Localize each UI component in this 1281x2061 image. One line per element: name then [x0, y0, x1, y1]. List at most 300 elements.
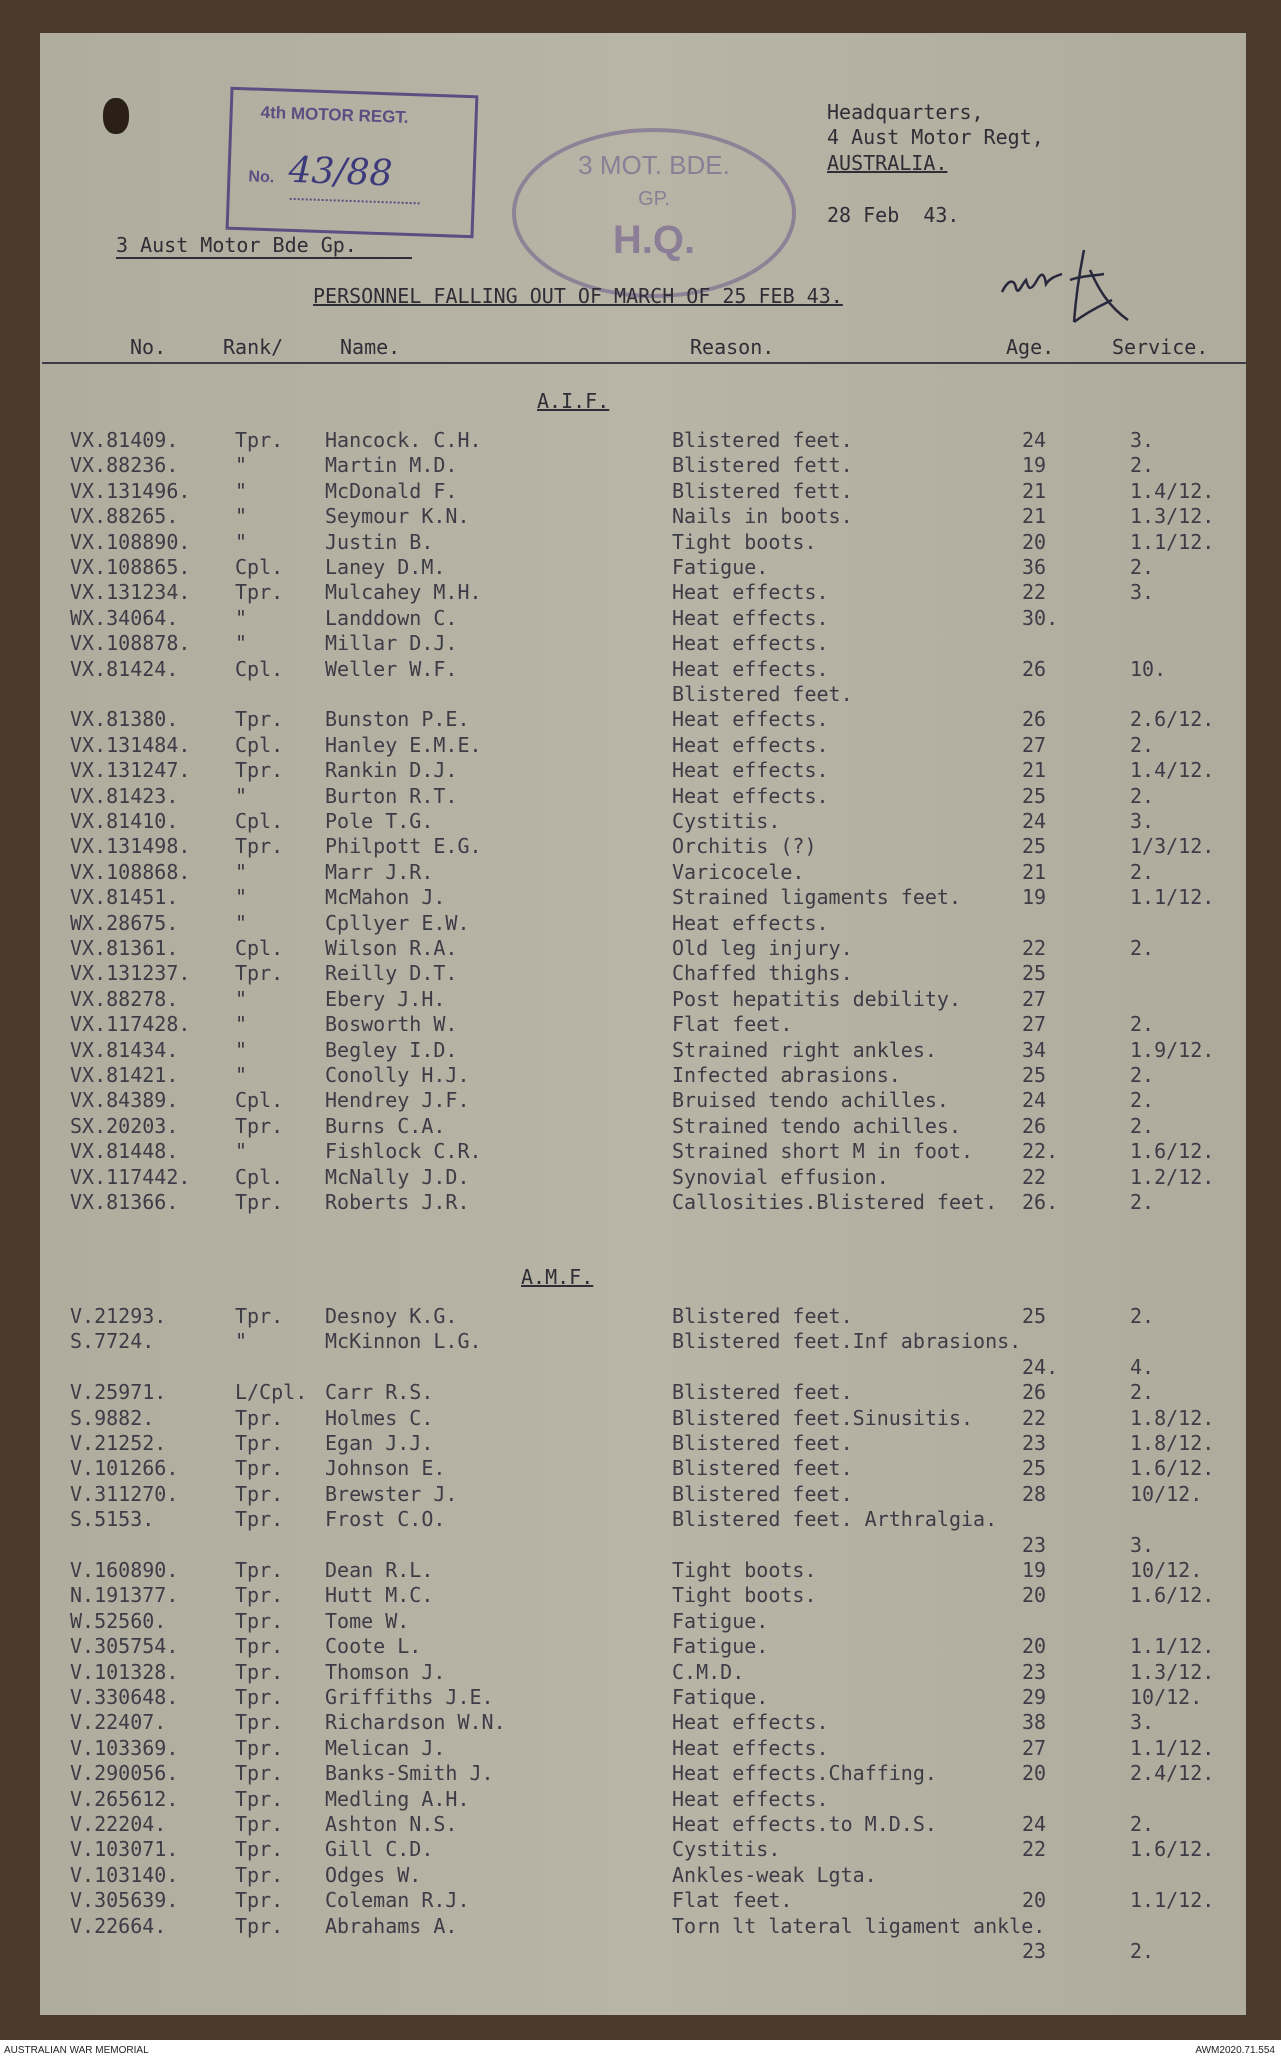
header-rule	[42, 362, 1246, 364]
addressee: 3 Aust Motor Bde Gp.	[116, 233, 357, 257]
cell-service-number: V.22204.	[70, 1812, 167, 1836]
cell-service-years: 3.	[1130, 428, 1155, 452]
cell-service-number: VX.81448.	[70, 1139, 179, 1163]
cell-rank: Tpr.	[235, 961, 284, 985]
cell-service-years: 1.9/12.	[1130, 1038, 1215, 1062]
cell-service-number: VX.81424.	[70, 657, 179, 681]
cell-age: 19	[1022, 885, 1047, 909]
cell-reason: Infected abrasions.	[672, 1063, 901, 1087]
cell-service-years: 1.6/12.	[1130, 1139, 1215, 1163]
cell-service-number: W.52560.	[70, 1609, 167, 1633]
column-header-no: No.	[130, 335, 167, 359]
cell-soldier-name: Melican J.	[325, 1736, 446, 1760]
cell-reason: Blistered feet.	[672, 1482, 853, 1506]
cell-age: 22.	[1022, 1139, 1059, 1163]
cell-rank: "	[235, 784, 248, 808]
cell-soldier-name: Richardson W.N.	[325, 1710, 506, 1734]
cell-service-number: VX.84389.	[70, 1088, 179, 1112]
cell-service-number: V.22664.	[70, 1914, 167, 1938]
cell-service-number: V.101266.	[70, 1456, 179, 1480]
cell-service-years: 2.	[1130, 1063, 1155, 1087]
regt-stamp-dotted-line	[290, 198, 420, 205]
cell-age: 27	[1022, 733, 1047, 757]
cell-reason: Heat effects.	[672, 606, 829, 630]
cell-reason: Cystitis.	[672, 1837, 781, 1861]
cell-soldier-name: Hendrey J.F.	[325, 1088, 470, 1112]
cell-rank: Tpr.	[235, 1863, 284, 1887]
cell-soldier-name: Thomson J.	[325, 1660, 446, 1684]
cell-reason: Blistered feet. Arthralgia.	[672, 1507, 998, 1531]
cell-service-years: 2.	[1130, 555, 1155, 579]
cell-age: 34	[1022, 1038, 1047, 1062]
cell-service-years: 1.3/12.	[1130, 1660, 1215, 1684]
cell-soldier-name: Philpott E.G.	[325, 834, 482, 858]
cell-age: 22	[1022, 1165, 1047, 1189]
address-line-3: AUSTRALIA.	[827, 151, 948, 175]
cell-soldier-name: Reilly D.T.	[325, 961, 458, 985]
cell-service-years: 1.8/12.	[1130, 1406, 1215, 1430]
cell-service-years: 3.	[1130, 1533, 1155, 1557]
cell-soldier-name: Frost C.O.	[325, 1507, 446, 1531]
cell-service-number: WX.28675.	[70, 911, 179, 935]
cell-rank: Tpr.	[235, 1456, 284, 1480]
cell-service-number: V.22407.	[70, 1710, 167, 1734]
cell-service-number: VX.81380.	[70, 707, 179, 731]
cell-soldier-name: Desnoy K.G.	[325, 1304, 458, 1328]
cell-reason: Blistered feet.	[672, 1304, 853, 1328]
cell-service-years: 2.	[1130, 1190, 1155, 1214]
cell-reason: Blistered fett.	[672, 453, 853, 477]
cell-service-number: VX.81421.	[70, 1063, 179, 1087]
cell-service-number: V.290056.	[70, 1761, 179, 1785]
cell-reason: Heat effects.	[672, 1710, 829, 1734]
cell-rank: "	[235, 885, 248, 909]
cell-soldier-name: Banks-Smith J.	[325, 1761, 494, 1785]
cell-reason: Cystitis.	[672, 809, 781, 833]
cell-service-years: 2.	[1130, 1012, 1155, 1036]
cell-soldier-name: Bosworth W.	[325, 1012, 458, 1036]
punch-hole	[103, 98, 129, 134]
cell-age: 38	[1022, 1710, 1047, 1734]
cell-service-number: SX.20203.	[70, 1114, 179, 1138]
cell-age: 25	[1022, 961, 1047, 985]
cell-age: 21	[1022, 479, 1047, 503]
cell-rank: Tpr.	[235, 1914, 284, 1938]
cell-age: 26	[1022, 1114, 1047, 1138]
cell-rank: "	[235, 631, 248, 655]
cell-reason: Heat effects.to M.D.S.	[672, 1812, 937, 1836]
cell-reason: Tight boots.	[672, 1558, 817, 1582]
cell-service-years: 10/12.	[1130, 1558, 1203, 1582]
cell-age: 25	[1022, 784, 1047, 808]
cell-service-number: VX.81423.	[70, 784, 179, 808]
cell-age: 21	[1022, 860, 1047, 884]
cell-rank: Cpl.	[235, 809, 284, 833]
cell-service-years: 10/12.	[1130, 1685, 1203, 1709]
cell-rank: Tpr.	[235, 428, 284, 452]
brigade-hq-stamp	[512, 128, 796, 298]
cell-service-number: VX.88265.	[70, 504, 179, 528]
cell-soldier-name: Brewster J.	[325, 1482, 458, 1506]
cell-service-years: 2.	[1130, 1380, 1155, 1404]
cell-reason: Heat effects.	[672, 733, 829, 757]
address-line-2: 4 Aust Motor Regt,	[827, 125, 1044, 149]
cell-service-number: VX.117428.	[70, 1012, 191, 1036]
column-header-rank: Rank/	[223, 335, 284, 359]
cell-age: 23	[1022, 1939, 1047, 1963]
cell-rank: "	[235, 479, 248, 503]
cell-service-number: VX.131237.	[70, 961, 191, 985]
cell-reason: Synovial effusion.	[672, 1165, 889, 1189]
cell-rank: Tpr.	[235, 758, 284, 782]
cell-service-number: VX.131496.	[70, 479, 191, 503]
cell-reason: Blistered feet.	[672, 682, 853, 706]
column-header-name: Name.	[340, 335, 401, 359]
cell-rank: Tpr.	[235, 1583, 284, 1607]
regt-stamp-title: 4th MOTOR REGT.	[260, 102, 409, 127]
cell-soldier-name: McNally J.D.	[325, 1165, 470, 1189]
cell-reason: C.M.D.	[672, 1660, 745, 1684]
cell-reason: Blistered feet.	[672, 1380, 853, 1404]
cell-service-years: 2.4/12.	[1130, 1761, 1215, 1785]
cell-age: 20	[1022, 1634, 1047, 1658]
cell-rank: Tpr.	[235, 1685, 284, 1709]
cell-soldier-name: Egan J.J.	[325, 1431, 434, 1455]
cell-service-years: 1.2/12.	[1130, 1165, 1215, 1189]
cell-rank: "	[235, 1139, 248, 1163]
cell-reason: Strained short M in foot.	[672, 1139, 974, 1163]
cell-age: 23	[1022, 1533, 1047, 1557]
cell-service-number: V.311270.	[70, 1482, 179, 1506]
cell-reason: Strained ligaments feet.	[672, 885, 961, 909]
cell-soldier-name: Rankin D.J.	[325, 758, 458, 782]
cell-service-number: VX.81409.	[70, 428, 179, 452]
cell-rank: "	[235, 530, 248, 554]
cell-service-number: VX.131484.	[70, 733, 191, 757]
column-header-reason: Reason.	[690, 335, 775, 359]
cell-reason: Strained tendo achilles.	[672, 1114, 961, 1138]
cell-rank: Cpl.	[235, 1165, 284, 1189]
cell-rank: Tpr.	[235, 1304, 284, 1328]
cell-age: 19	[1022, 1558, 1047, 1582]
letter-date: 28 Feb 43.	[827, 203, 960, 227]
cell-age: 24	[1022, 428, 1047, 452]
cell-age: 25	[1022, 1304, 1047, 1328]
cell-reason: Heat effects.	[672, 707, 829, 731]
cell-rank: "	[235, 453, 248, 477]
cell-reason: Tight boots.	[672, 530, 817, 554]
cell-reason: Heat effects.	[672, 580, 829, 604]
cell-service-years: 1.6/12.	[1130, 1583, 1215, 1607]
cell-reason: Flat feet.	[672, 1888, 793, 1912]
cell-age: 26	[1022, 1380, 1047, 1404]
cell-service-years: 2.	[1130, 1812, 1155, 1836]
section-heading-aif: A.I.F.	[537, 389, 610, 413]
cell-soldier-name: Hancock. C.H.	[325, 428, 482, 452]
cell-reason: Blistered feet.Inf abrasions.	[672, 1329, 1022, 1353]
cell-service-years: 1.1/12.	[1130, 885, 1215, 909]
cell-rank: Tpr.	[235, 1482, 284, 1506]
cell-age: 25	[1022, 1456, 1047, 1480]
cell-service-number: S.9882.	[70, 1406, 155, 1430]
cell-reason: Nails in boots.	[672, 504, 853, 528]
cell-service-years: 3.	[1130, 809, 1155, 833]
cell-age: 20	[1022, 530, 1047, 554]
cell-service-number: V.25971.	[70, 1380, 167, 1404]
cell-service-number: VX.81366.	[70, 1190, 179, 1214]
cell-reason: Old leg injury.	[672, 936, 853, 960]
cell-service-years: 2.	[1130, 1939, 1155, 1963]
cell-rank: Cpl.	[235, 555, 284, 579]
cell-soldier-name: Abrahams A.	[325, 1914, 458, 1938]
cell-soldier-name: Dean R.L.	[325, 1558, 434, 1582]
cell-service-years: 4.	[1130, 1355, 1155, 1379]
document-title: PERSONNEL FALLING OUT OF MARCH OF 25 FEB 43.	[313, 284, 843, 308]
bde-stamp-line2: GP.	[638, 188, 670, 210]
cell-soldier-name: McDonald F.	[325, 479, 458, 503]
cell-service-number: V.160890.	[70, 1558, 179, 1582]
cell-age: 36	[1022, 555, 1047, 579]
cell-soldier-name: Hutt M.C.	[325, 1583, 434, 1607]
cell-rank: Tpr.	[235, 1812, 284, 1836]
cell-reason: Blistered feet.	[672, 428, 853, 452]
cell-reason: Flat feet.	[672, 1012, 793, 1036]
cell-age: 25	[1022, 834, 1047, 858]
section-heading-amf: A.M.F.	[521, 1265, 594, 1289]
cell-rank: Tpr.	[235, 1660, 284, 1684]
cell-soldier-name: Cpllyer E.W.	[325, 911, 470, 935]
cell-soldier-name: Roberts J.R.	[325, 1190, 470, 1214]
cell-rank: "	[235, 860, 248, 884]
cell-soldier-name: Weller W.F.	[325, 657, 458, 681]
cell-reason: Blistered feet.Sinusitis.	[672, 1406, 974, 1430]
cell-service-years: 1.1/12.	[1130, 1634, 1215, 1658]
cell-reason: Heat effects.Chaffing.	[672, 1761, 937, 1785]
cell-rank: "	[235, 504, 248, 528]
cell-rank: Tpr.	[235, 1837, 284, 1861]
cell-service-years: 1.3/12.	[1130, 504, 1215, 528]
cell-soldier-name: Tome W.	[325, 1609, 410, 1633]
cell-service-number: VX.108878.	[70, 631, 191, 655]
cell-age: 21	[1022, 758, 1047, 782]
cell-rank: "	[235, 1329, 248, 1353]
cell-service-number: V.103140.	[70, 1863, 179, 1887]
cell-service-years: 1.8/12.	[1130, 1431, 1215, 1455]
cell-service-years: 2.6/12.	[1130, 707, 1215, 731]
cell-service-number: V.330648.	[70, 1685, 179, 1709]
cell-reason: Bruised tendo achilles.	[672, 1088, 949, 1112]
cell-service-number: VX.81410.	[70, 809, 179, 833]
cell-age: 24	[1022, 1088, 1047, 1112]
column-header-service: Service.	[1112, 335, 1209, 359]
cell-service-years: 2.	[1130, 453, 1155, 477]
cell-age: 24	[1022, 809, 1047, 833]
cell-rank: "	[235, 1038, 248, 1062]
cell-age: 25	[1022, 1063, 1047, 1087]
cell-age: 22	[1022, 1406, 1047, 1430]
cell-age: 23	[1022, 1660, 1047, 1684]
cell-soldier-name: Wilson R.A.	[325, 936, 458, 960]
cell-soldier-name: Ebery J.H.	[325, 987, 446, 1011]
cell-reason: Heat effects.	[672, 911, 829, 935]
cell-reason: Orchitis (?)	[672, 834, 817, 858]
cell-age: 27	[1022, 1736, 1047, 1760]
cell-reason: Blistered fett.	[672, 479, 853, 503]
cell-rank: L/Cpl.	[235, 1380, 308, 1404]
cell-rank: "	[235, 987, 248, 1011]
cell-age: 27	[1022, 1012, 1047, 1036]
cell-age: 23	[1022, 1431, 1047, 1455]
cell-age: 22	[1022, 580, 1047, 604]
cell-service-years: 2.	[1130, 1088, 1155, 1112]
cell-soldier-name: Odges W.	[325, 1863, 422, 1887]
cell-age: 20	[1022, 1583, 1047, 1607]
cell-reason: Fatique.	[672, 1685, 769, 1709]
cell-service-number: S.5153.	[70, 1507, 155, 1531]
cell-soldier-name: Landdown C.	[325, 606, 458, 630]
bde-stamp-line3: H.Q.	[612, 218, 696, 262]
cell-service-years: 10.	[1130, 657, 1167, 681]
cell-soldier-name: Coote L.	[325, 1634, 422, 1658]
handwritten-initials-signature	[1000, 240, 1150, 330]
cell-reason: Heat effects.	[672, 1736, 829, 1760]
cell-service-years: 3.	[1130, 580, 1155, 604]
document-page	[40, 33, 1246, 2015]
cell-service-number: S.7724.	[70, 1329, 155, 1353]
cell-reason: Post hepatitis debility.	[672, 987, 961, 1011]
address-line-1: Headquarters,	[827, 100, 984, 124]
cell-rank: Tpr.	[235, 1787, 284, 1811]
cell-soldier-name: Laney D.M.	[325, 555, 446, 579]
cell-service-years: 2.	[1130, 936, 1155, 960]
cell-age: 24	[1022, 1812, 1047, 1836]
cell-service-number: VX.131498.	[70, 834, 191, 858]
cell-service-number: VX.131234.	[70, 580, 191, 604]
cell-service-number: WX.34064.	[70, 606, 179, 630]
cell-rank: Tpr.	[235, 1634, 284, 1658]
cell-service-number: V.305754.	[70, 1634, 179, 1658]
cell-rank: Tpr.	[235, 1710, 284, 1734]
cell-service-number: VX.88278.	[70, 987, 179, 1011]
cell-soldier-name: Coleman R.J.	[325, 1888, 470, 1912]
cell-rank: Tpr.	[235, 1761, 284, 1785]
cell-rank: "	[235, 911, 248, 935]
cell-service-number: VX.117442.	[70, 1165, 191, 1189]
cell-service-number: V.21293.	[70, 1304, 167, 1328]
cell-soldier-name: Burns C.A.	[325, 1114, 446, 1138]
cell-service-years: 3.	[1130, 1710, 1155, 1734]
cell-soldier-name: Marr J.R.	[325, 860, 434, 884]
bde-stamp-line1: 3 MOT. BDE.	[578, 150, 730, 180]
cell-service-years: 1.4/12.	[1130, 758, 1215, 782]
cell-service-years: 2.	[1130, 733, 1155, 757]
cell-age: 20	[1022, 1888, 1047, 1912]
cell-soldier-name: Gill C.D.	[325, 1837, 434, 1861]
cell-rank: Tpr.	[235, 1406, 284, 1430]
cell-age: 24.	[1022, 1355, 1059, 1379]
cell-soldier-name: Ashton N.S.	[325, 1812, 458, 1836]
cell-rank: Cpl.	[235, 936, 284, 960]
cell-reason: Chaffed thighs.	[672, 961, 853, 985]
cell-reason: Strained right ankles.	[672, 1038, 937, 1062]
cell-reason: Heat effects.	[672, 1787, 829, 1811]
cell-rank: Tpr.	[235, 1507, 284, 1531]
cell-reason: Callosities.Blistered feet.	[672, 1190, 998, 1214]
cell-reason: Ankles-weak Lgta.	[672, 1863, 877, 1887]
cell-soldier-name: Justin B.	[325, 530, 434, 554]
cell-age: 22	[1022, 1837, 1047, 1861]
cell-soldier-name: Seymour K.N.	[325, 504, 470, 528]
cell-reason: Fatigue.	[672, 555, 769, 579]
addressee-underline	[116, 257, 412, 259]
cell-service-number: N.191377.	[70, 1583, 179, 1607]
cell-reason: Torn lt lateral ligament ankle.	[672, 1914, 1046, 1938]
cell-age: 26	[1022, 657, 1047, 681]
cell-rank: Tpr.	[235, 1609, 284, 1633]
cell-rank: Tpr.	[235, 580, 284, 604]
cell-age: 27	[1022, 987, 1047, 1011]
cell-rank: Tpr.	[235, 1190, 284, 1214]
cell-soldier-name: Griffiths J.E.	[325, 1685, 494, 1709]
cell-soldier-name: Bunston P.E.	[325, 707, 470, 731]
archive-footer-bar	[0, 2040, 1281, 2061]
cell-reason: Tight boots.	[672, 1583, 817, 1607]
cell-age: 28	[1022, 1482, 1047, 1506]
cell-soldier-name: Hanley E.M.E.	[325, 733, 482, 757]
archive-footer-right: AWM2020.71.554	[1195, 2045, 1275, 2056]
cell-rank: Tpr.	[235, 1431, 284, 1455]
column-header-age: Age.	[1006, 335, 1055, 359]
cell-service-number: VX.81434.	[70, 1038, 179, 1062]
cell-service-years: 1/3/12.	[1130, 834, 1215, 858]
cell-reason: Varicocele.	[672, 860, 805, 884]
cell-reason: Blistered feet.	[672, 1456, 853, 1480]
cell-service-number: VX.81451.	[70, 885, 179, 909]
cell-rank: Cpl.	[235, 733, 284, 757]
cell-age: 26.	[1022, 1190, 1059, 1214]
cell-service-years: 2.	[1130, 1114, 1155, 1138]
cell-reason: Heat effects.	[672, 784, 829, 808]
cell-reason: Heat effects.	[672, 657, 829, 681]
cell-rank: "	[235, 1012, 248, 1036]
cell-soldier-name: Martin M.D.	[325, 453, 458, 477]
cell-soldier-name: McMahon J.	[325, 885, 446, 909]
cell-rank: Cpl.	[235, 657, 284, 681]
cell-service-years: 1.4/12.	[1130, 479, 1215, 503]
cell-service-years: 2.	[1130, 784, 1155, 808]
cell-age: 26	[1022, 707, 1047, 731]
cell-soldier-name: Fishlock C.R.	[325, 1139, 482, 1163]
cell-reason: Blistered feet.	[672, 1431, 853, 1455]
cell-age: 30.	[1022, 606, 1059, 630]
cell-soldier-name: Johnson E.	[325, 1456, 446, 1480]
cell-service-years: 1.6/12.	[1130, 1837, 1215, 1861]
cell-reason: Heat effects.	[672, 631, 829, 655]
cell-soldier-name: Holmes C.	[325, 1406, 434, 1430]
cell-service-number: VX.108868.	[70, 860, 191, 884]
cell-service-number: V.103369.	[70, 1736, 179, 1760]
cell-service-years: 2.	[1130, 860, 1155, 884]
cell-service-years: 1.1/12.	[1130, 1888, 1215, 1912]
cell-service-years: 10/12.	[1130, 1482, 1203, 1506]
cell-age: 20	[1022, 1761, 1047, 1785]
cell-service-number: V.101328.	[70, 1660, 179, 1684]
cell-rank: Tpr.	[235, 1558, 284, 1582]
cell-rank: Tpr.	[235, 1114, 284, 1138]
cell-reason: Heat effects.	[672, 758, 829, 782]
cell-rank: Tpr.	[235, 834, 284, 858]
cell-reason: Fatigue.	[672, 1609, 769, 1633]
